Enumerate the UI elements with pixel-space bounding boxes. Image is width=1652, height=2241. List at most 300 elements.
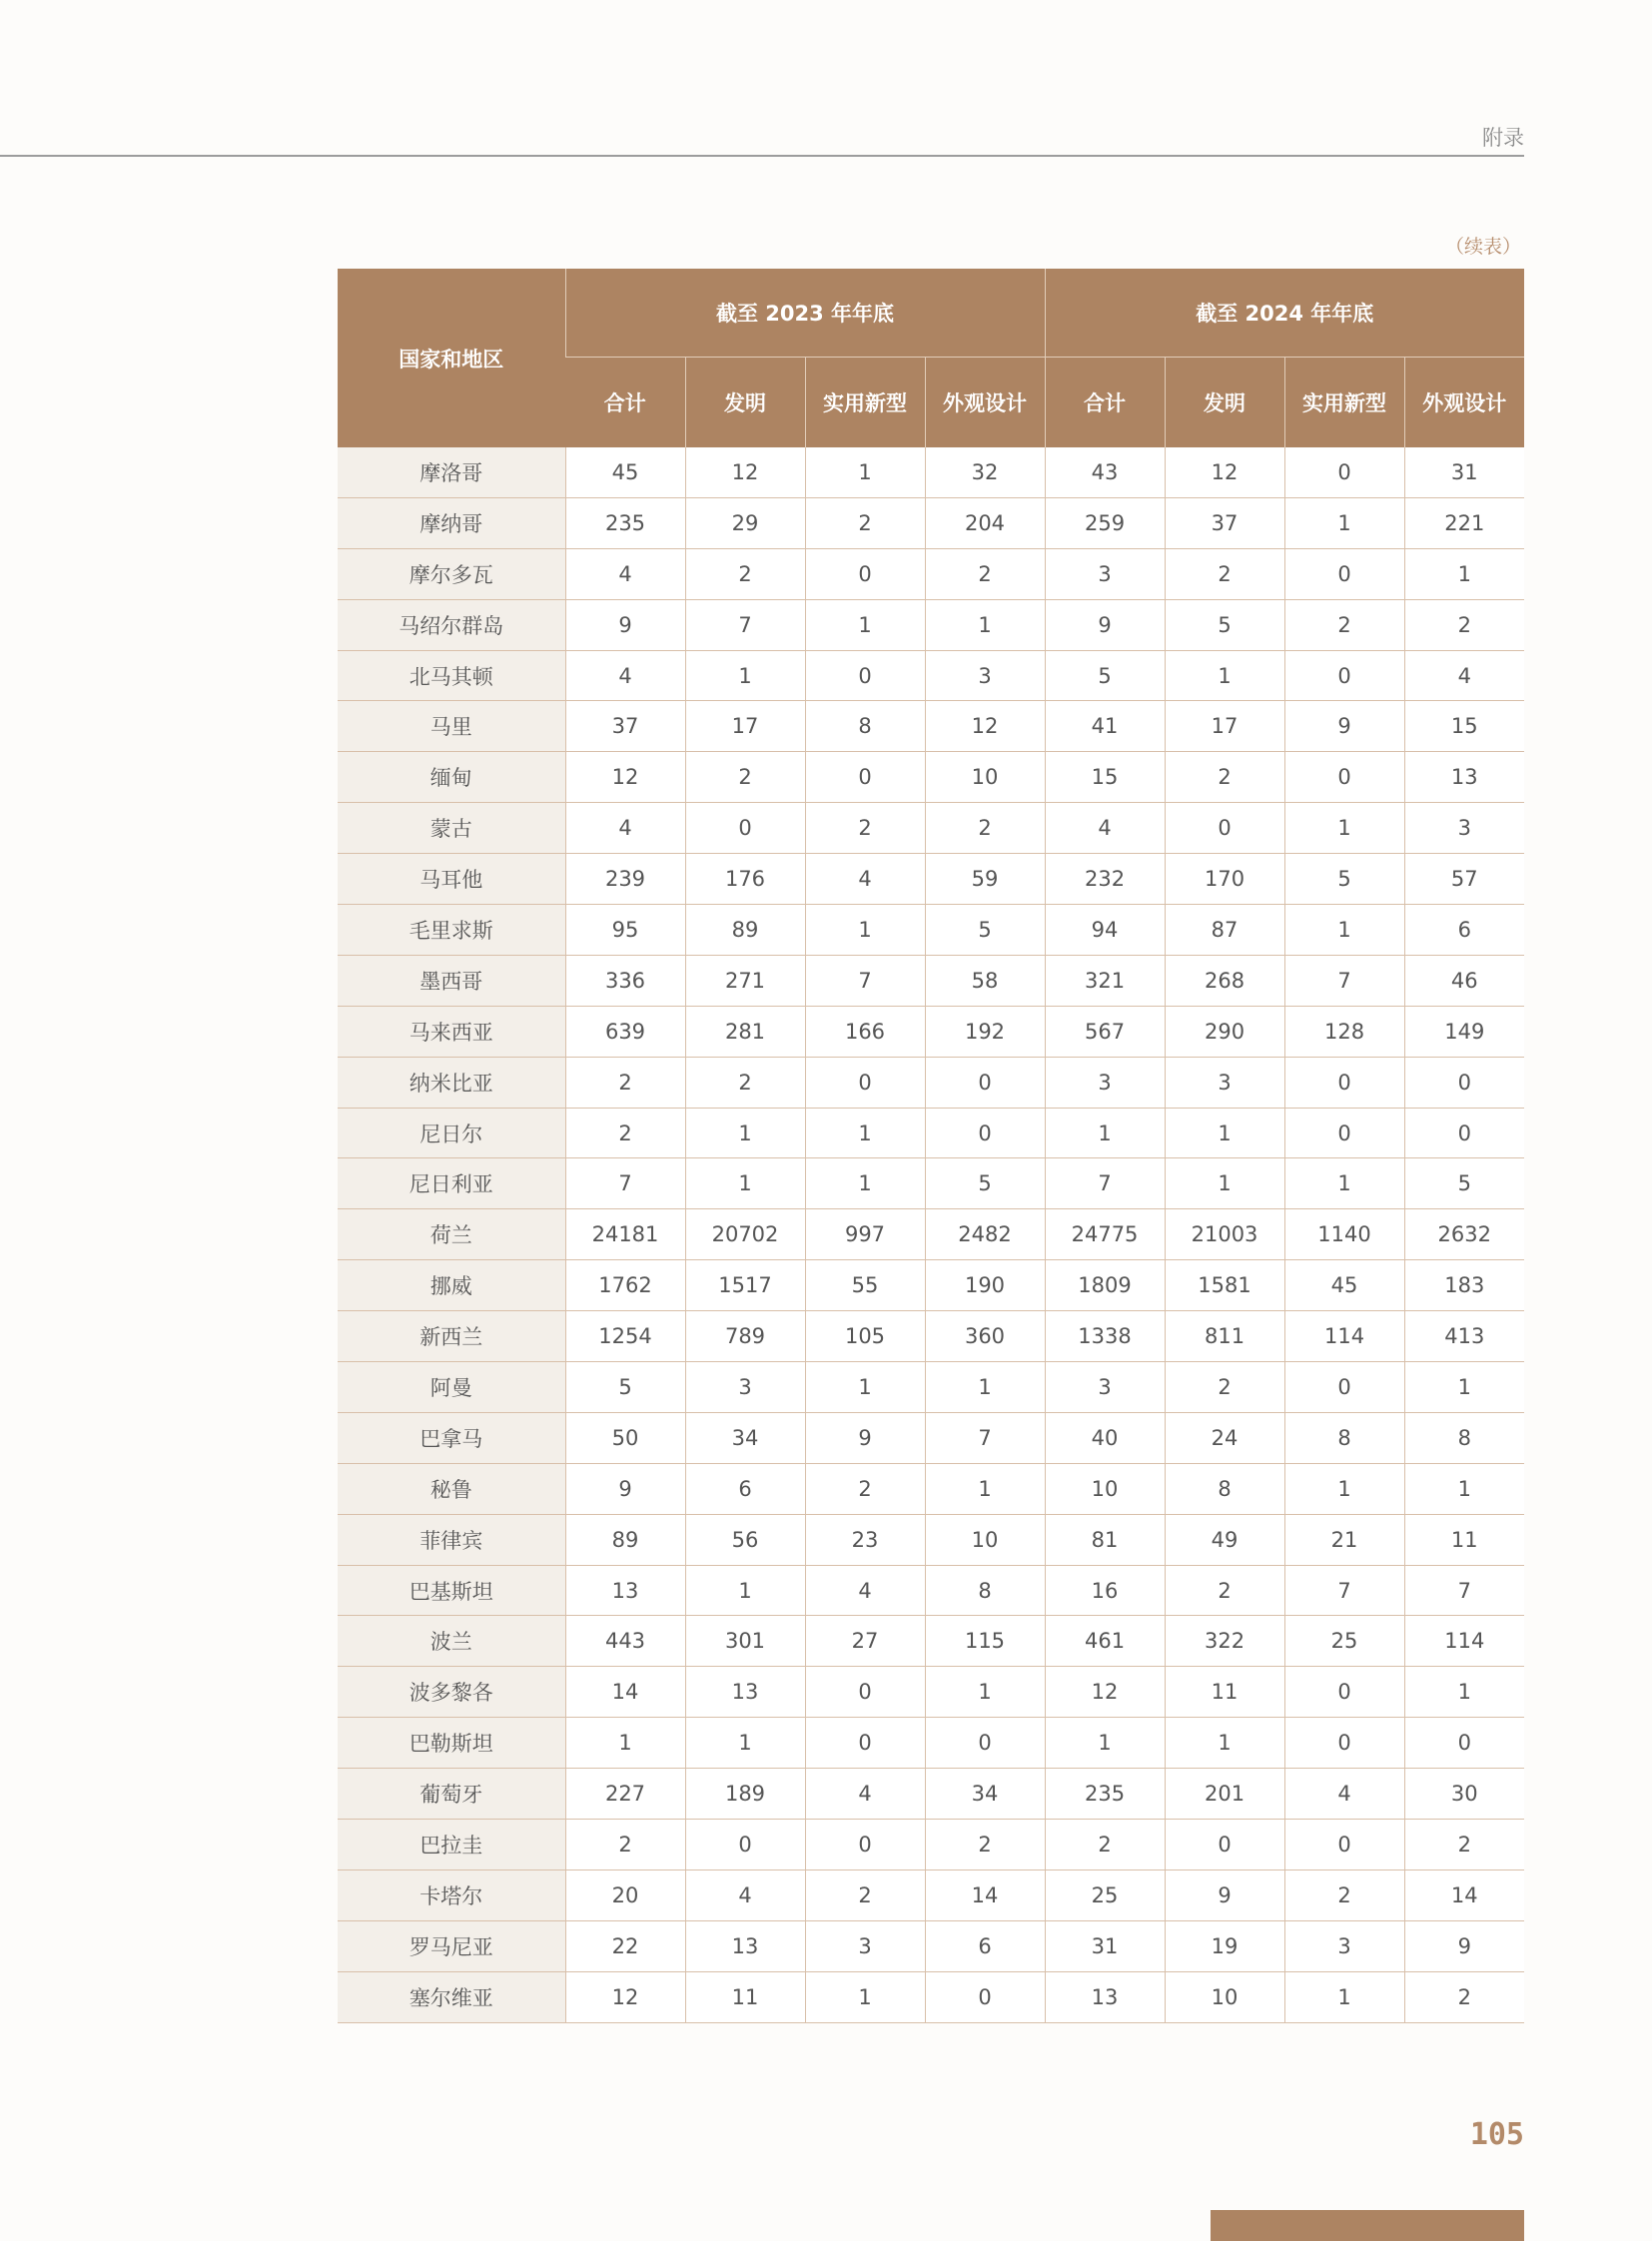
value-cell: 0 <box>1284 1667 1404 1718</box>
value-cell: 9 <box>1404 1920 1524 1971</box>
value-cell: 7 <box>805 955 925 1006</box>
value-cell: 1 <box>1045 1718 1165 1769</box>
country-name-cell: 新西兰 <box>338 1311 565 1362</box>
value-cell: 5 <box>925 905 1045 956</box>
value-cell: 1 <box>565 1718 685 1769</box>
value-cell: 189 <box>685 1769 805 1820</box>
value-cell: 2 <box>1284 599 1404 650</box>
table-row <box>338 548 1524 599</box>
value-cell: 4 <box>1045 803 1165 854</box>
page-number: 105 <box>1469 2117 1524 2152</box>
value-cell: 1 <box>925 1667 1045 1718</box>
value-cell: 4 <box>805 1565 925 1616</box>
value-cell: 57 <box>1404 854 1524 905</box>
value-cell: 259 <box>1045 497 1165 548</box>
value-cell: 13 <box>685 1667 805 1718</box>
value-cell: 30 <box>1404 1769 1524 1820</box>
value-cell: 11 <box>1404 1514 1524 1565</box>
country-name-cell: 缅甸 <box>338 752 565 803</box>
value-cell: 25 <box>1045 1869 1165 1920</box>
value-cell: 20702 <box>685 1209 805 1260</box>
value-cell: 12 <box>1165 447 1284 497</box>
value-cell: 1 <box>1165 1718 1284 1769</box>
value-cell: 7 <box>925 1412 1045 1463</box>
value-cell: 0 <box>805 1667 925 1718</box>
value-cell: 8 <box>925 1565 1045 1616</box>
country-name-cell: 墨西哥 <box>338 955 565 1006</box>
value-cell: 997 <box>805 1209 925 1260</box>
value-cell: 190 <box>925 1260 1045 1311</box>
value-cell: 5 <box>565 1362 685 1413</box>
value-cell: 1 <box>1284 803 1404 854</box>
value-cell: 87 <box>1165 905 1284 956</box>
value-cell: 0 <box>1284 1108 1404 1158</box>
table-row <box>338 1057 1524 1108</box>
value-cell: 89 <box>685 905 805 956</box>
value-cell: 1254 <box>565 1311 685 1362</box>
table-row <box>338 599 1524 650</box>
table-row <box>338 1718 1524 1769</box>
value-cell: 1581 <box>1165 1260 1284 1311</box>
value-cell: 3 <box>1045 1057 1165 1108</box>
value-cell: 12 <box>565 1971 685 2022</box>
value-cell: 2 <box>805 1463 925 1514</box>
value-cell: 45 <box>565 447 685 497</box>
value-cell: 268 <box>1165 955 1284 1006</box>
value-cell: 0 <box>685 803 805 854</box>
value-cell: 1 <box>1284 1463 1404 1514</box>
value-cell: 2 <box>805 497 925 548</box>
value-cell: 13 <box>565 1565 685 1616</box>
country-name-cell: 卡塔尔 <box>338 1869 565 1920</box>
value-cell: 321 <box>1045 955 1165 1006</box>
value-cell: 0 <box>1284 1718 1404 1769</box>
country-name-cell: 摩纳哥 <box>338 497 565 548</box>
value-cell: 0 <box>1165 803 1284 854</box>
value-cell: 114 <box>1284 1311 1404 1362</box>
value-cell: 1 <box>685 1718 805 1769</box>
value-cell: 1 <box>685 1108 805 1158</box>
value-cell: 12 <box>685 447 805 497</box>
table-row <box>338 1209 1524 1260</box>
value-cell: 31 <box>1404 447 1524 497</box>
table-row <box>338 1616 1524 1667</box>
country-name-cell: 菲律宾 <box>338 1514 565 1565</box>
value-cell: 2632 <box>1404 1209 1524 1260</box>
value-cell: 29 <box>685 497 805 548</box>
value-cell: 336 <box>565 955 685 1006</box>
value-cell: 15 <box>1404 701 1524 752</box>
value-cell: 0 <box>805 650 925 701</box>
value-cell: 2 <box>1165 1362 1284 1413</box>
value-cell: 5 <box>925 1158 1045 1209</box>
value-cell: 10 <box>925 1514 1045 1565</box>
country-name-cell: 尼日利亚 <box>338 1158 565 1209</box>
value-cell: 789 <box>685 1311 805 1362</box>
value-cell: 81 <box>1045 1514 1165 1565</box>
value-cell: 0 <box>1404 1718 1524 1769</box>
country-name-cell: 波多黎各 <box>338 1667 565 1718</box>
value-cell: 2 <box>1404 1820 1524 1870</box>
value-cell: 9 <box>1284 701 1404 752</box>
value-cell: 40 <box>1045 1412 1165 1463</box>
value-cell: 22 <box>565 1920 685 1971</box>
value-cell: 20 <box>565 1869 685 1920</box>
value-cell: 12 <box>925 701 1045 752</box>
value-cell: 7 <box>565 1158 685 1209</box>
value-cell: 227 <box>565 1769 685 1820</box>
table-row <box>338 1158 1524 1209</box>
value-cell: 1 <box>1284 497 1404 548</box>
value-cell: 2 <box>1045 1820 1165 1870</box>
value-cell: 0 <box>1165 1820 1284 1870</box>
value-cell: 183 <box>1404 1260 1524 1311</box>
table-row <box>338 1311 1524 1362</box>
value-cell: 2 <box>685 1057 805 1108</box>
value-cell: 1 <box>1165 1158 1284 1209</box>
value-cell: 2 <box>685 752 805 803</box>
value-cell: 1338 <box>1045 1311 1165 1362</box>
country-name-cell: 葡萄牙 <box>338 1769 565 1820</box>
value-cell: 128 <box>1284 1006 1404 1057</box>
value-cell: 1 <box>805 447 925 497</box>
value-cell: 6 <box>925 1920 1045 1971</box>
value-cell: 301 <box>685 1616 805 1667</box>
value-cell: 24 <box>1165 1412 1284 1463</box>
value-cell: 10 <box>1045 1463 1165 1514</box>
table-row <box>338 1971 1524 2022</box>
table-row <box>338 701 1524 752</box>
value-cell: 7 <box>1284 955 1404 1006</box>
value-cell: 2 <box>565 1057 685 1108</box>
value-cell: 1 <box>685 1565 805 1616</box>
value-cell: 0 <box>1284 752 1404 803</box>
value-cell: 1 <box>1165 1108 1284 1158</box>
value-cell: 290 <box>1165 1006 1284 1057</box>
value-cell: 1 <box>925 599 1045 650</box>
value-cell: 3 <box>1045 1362 1165 1413</box>
value-cell: 0 <box>805 1718 925 1769</box>
value-cell: 13 <box>1404 752 1524 803</box>
value-cell: 8 <box>805 701 925 752</box>
value-cell: 1 <box>1165 650 1284 701</box>
value-cell: 0 <box>1284 650 1404 701</box>
table-row <box>338 1769 1524 1820</box>
value-cell: 232 <box>1045 854 1165 905</box>
value-cell: 2 <box>925 1820 1045 1870</box>
value-cell: 24181 <box>565 1209 685 1260</box>
value-cell: 0 <box>925 1971 1045 2022</box>
country-name-cell: 马里 <box>338 701 565 752</box>
country-name-cell: 罗马尼亚 <box>338 1920 565 1971</box>
table-row <box>338 1412 1524 1463</box>
value-cell: 0 <box>805 1057 925 1108</box>
country-name-cell: 蒙古 <box>338 803 565 854</box>
value-cell: 46 <box>1404 955 1524 1006</box>
value-cell: 14 <box>925 1869 1045 1920</box>
value-cell: 105 <box>805 1311 925 1362</box>
value-cell: 201 <box>1165 1769 1284 1820</box>
table-row <box>338 1514 1524 1565</box>
value-cell: 59 <box>925 854 1045 905</box>
column-header: 合计 <box>565 358 685 448</box>
value-cell: 5 <box>1284 854 1404 905</box>
value-cell: 4 <box>685 1869 805 1920</box>
value-cell: 24775 <box>1045 1209 1165 1260</box>
value-cell: 1 <box>1404 548 1524 599</box>
country-name-cell: 纳米比亚 <box>338 1057 565 1108</box>
value-cell: 23 <box>805 1514 925 1565</box>
table-row <box>338 1463 1524 1514</box>
country-name-cell: 马来西亚 <box>338 1006 565 1057</box>
country-name-cell: 巴拉圭 <box>338 1820 565 1870</box>
value-cell: 4 <box>1284 1769 1404 1820</box>
value-cell: 1 <box>805 1971 925 2022</box>
country-name-cell: 秘鲁 <box>338 1463 565 1514</box>
value-cell: 192 <box>925 1006 1045 1057</box>
value-cell: 281 <box>685 1006 805 1057</box>
table-row <box>338 447 1524 497</box>
value-cell: 235 <box>1045 1769 1165 1820</box>
table-row <box>338 1108 1524 1158</box>
value-cell: 13 <box>1045 1971 1165 2022</box>
value-cell: 2 <box>1165 752 1284 803</box>
value-cell: 14 <box>565 1667 685 1718</box>
value-cell: 32 <box>925 447 1045 497</box>
country-name-cell: 摩洛哥 <box>338 447 565 497</box>
country-name-cell: 塞尔维亚 <box>338 1971 565 2022</box>
value-cell: 149 <box>1404 1006 1524 1057</box>
country-name-cell: 荷兰 <box>338 1209 565 1260</box>
value-cell: 2 <box>925 803 1045 854</box>
value-cell: 1 <box>1284 1971 1404 2022</box>
value-cell: 461 <box>1045 1616 1165 1667</box>
value-cell: 0 <box>1404 1108 1524 1158</box>
value-cell: 31 <box>1045 1920 1165 1971</box>
value-cell: 4 <box>805 854 925 905</box>
table-row <box>338 752 1524 803</box>
value-cell: 235 <box>565 497 685 548</box>
country-name-cell: 挪威 <box>338 1260 565 1311</box>
value-cell: 4 <box>565 548 685 599</box>
value-cell: 7 <box>1284 1565 1404 1616</box>
value-cell: 41 <box>1045 701 1165 752</box>
value-cell: 17 <box>685 701 805 752</box>
table-body <box>338 447 1524 2022</box>
value-cell: 166 <box>805 1006 925 1057</box>
value-cell: 360 <box>925 1311 1045 1362</box>
value-cell: 204 <box>925 497 1045 548</box>
value-cell: 34 <box>925 1769 1045 1820</box>
table-row <box>338 905 1524 956</box>
value-cell: 0 <box>805 752 925 803</box>
column-header: 合计 <box>1045 358 1165 448</box>
value-cell: 1 <box>925 1362 1045 1413</box>
value-cell: 27 <box>805 1616 925 1667</box>
value-cell: 0 <box>805 548 925 599</box>
value-cell: 12 <box>1045 1667 1165 1718</box>
country-name-cell: 阿曼 <box>338 1362 565 1413</box>
table-row <box>338 1667 1524 1718</box>
value-cell: 12 <box>565 752 685 803</box>
value-cell: 0 <box>685 1820 805 1870</box>
value-cell: 114 <box>1404 1616 1524 1667</box>
value-cell: 49 <box>1165 1514 1284 1565</box>
value-cell: 1 <box>805 599 925 650</box>
value-cell: 9 <box>805 1412 925 1463</box>
table-row <box>338 803 1524 854</box>
table-row <box>338 1820 1524 1870</box>
country-name-cell: 巴勒斯坦 <box>338 1718 565 1769</box>
value-cell: 55 <box>805 1260 925 1311</box>
value-cell: 37 <box>565 701 685 752</box>
value-cell: 1 <box>805 1158 925 1209</box>
value-cell: 0 <box>925 1057 1045 1108</box>
header-divider <box>0 155 1524 157</box>
value-cell: 443 <box>565 1616 685 1667</box>
value-cell: 1 <box>805 905 925 956</box>
value-cell: 19 <box>1165 1920 1284 1971</box>
value-cell: 2 <box>1404 1971 1524 2022</box>
value-cell: 45 <box>1284 1260 1404 1311</box>
country-name-cell: 波兰 <box>338 1616 565 1667</box>
value-cell: 8 <box>1404 1412 1524 1463</box>
value-cell: 8 <box>1165 1463 1284 1514</box>
value-cell: 1140 <box>1284 1209 1404 1260</box>
value-cell: 94 <box>1045 905 1165 956</box>
value-cell: 10 <box>1165 1971 1284 2022</box>
value-cell: 1809 <box>1045 1260 1165 1311</box>
value-cell: 9 <box>1045 599 1165 650</box>
value-cell: 0 <box>925 1718 1045 1769</box>
group-header-2024: 截至 2024 年年底 <box>1045 269 1524 358</box>
value-cell: 3 <box>1165 1057 1284 1108</box>
value-cell: 11 <box>1165 1667 1284 1718</box>
value-cell: 5 <box>1045 650 1165 701</box>
value-cell: 21003 <box>1165 1209 1284 1260</box>
value-cell: 1 <box>685 1158 805 1209</box>
value-cell: 1 <box>1404 1362 1524 1413</box>
column-header: 发明 <box>1165 358 1284 448</box>
column-header: 外观设计 <box>1404 358 1524 448</box>
value-cell: 0 <box>925 1108 1045 1158</box>
value-cell: 0 <box>1284 1820 1404 1870</box>
country-name-cell: 巴基斯坦 <box>338 1565 565 1616</box>
value-cell: 17 <box>1165 701 1284 752</box>
value-cell: 221 <box>1404 497 1524 548</box>
value-cell: 3 <box>1045 548 1165 599</box>
value-cell: 2 <box>565 1108 685 1158</box>
value-cell: 2 <box>1404 599 1524 650</box>
table-row <box>338 1260 1524 1311</box>
value-cell: 1 <box>1045 1108 1165 1158</box>
country-name-cell: 马绍尔群岛 <box>338 599 565 650</box>
column-header: 实用新型 <box>805 358 925 448</box>
value-cell: 21 <box>1284 1514 1404 1565</box>
value-cell: 16 <box>1045 1565 1165 1616</box>
value-cell: 1 <box>1284 905 1404 956</box>
value-cell: 11 <box>685 1971 805 2022</box>
value-cell: 13 <box>685 1920 805 1971</box>
patent-table <box>338 269 1524 2023</box>
value-cell: 56 <box>685 1514 805 1565</box>
value-cell: 1 <box>925 1463 1045 1514</box>
value-cell: 9 <box>565 1463 685 1514</box>
value-cell: 1517 <box>685 1260 805 1311</box>
value-cell: 2 <box>805 1869 925 1920</box>
value-cell: 811 <box>1165 1311 1284 1362</box>
table-row <box>338 497 1524 548</box>
value-cell: 2482 <box>925 1209 1045 1260</box>
value-cell: 10 <box>925 752 1045 803</box>
table-row <box>338 1565 1524 1616</box>
value-cell: 2 <box>1165 548 1284 599</box>
table-row <box>338 854 1524 905</box>
value-cell: 8 <box>1284 1412 1404 1463</box>
value-cell: 15 <box>1045 752 1165 803</box>
value-cell: 6 <box>1404 905 1524 956</box>
value-cell: 95 <box>565 905 685 956</box>
table-row <box>338 650 1524 701</box>
value-cell: 3 <box>685 1362 805 1413</box>
value-cell: 322 <box>1165 1616 1284 1667</box>
value-cell: 5 <box>1404 1158 1524 1209</box>
value-cell: 6 <box>685 1463 805 1514</box>
column-header: 实用新型 <box>1284 358 1404 448</box>
value-cell: 2 <box>805 803 925 854</box>
section-label: 附录 <box>1482 126 1524 150</box>
value-cell: 5 <box>1165 599 1284 650</box>
footer-bar <box>1211 2210 1524 2241</box>
value-cell: 7 <box>1045 1158 1165 1209</box>
value-cell: 4 <box>565 803 685 854</box>
value-cell: 25 <box>1284 1616 1404 1667</box>
value-cell: 413 <box>1404 1311 1524 1362</box>
country-name-cell: 尼日尔 <box>338 1108 565 1158</box>
value-cell: 0 <box>1284 1362 1404 1413</box>
value-cell: 9 <box>565 599 685 650</box>
value-cell: 2 <box>685 548 805 599</box>
column-header: 发明 <box>685 358 805 448</box>
value-cell: 2 <box>565 1820 685 1870</box>
value-cell: 2 <box>925 548 1045 599</box>
value-cell: 1 <box>1404 1667 1524 1718</box>
value-cell: 3 <box>805 1920 925 1971</box>
value-cell: 1762 <box>565 1260 685 1311</box>
value-cell: 0 <box>1404 1057 1524 1108</box>
value-cell: 567 <box>1045 1006 1165 1057</box>
value-cell: 0 <box>1284 447 1404 497</box>
value-cell: 271 <box>685 955 805 1006</box>
value-cell: 4 <box>805 1769 925 1820</box>
value-cell: 2 <box>1165 1565 1284 1616</box>
value-cell: 7 <box>685 599 805 650</box>
country-name-cell: 摩尔多瓦 <box>338 548 565 599</box>
table-row <box>338 1920 1524 1971</box>
value-cell: 176 <box>685 854 805 905</box>
value-cell: 4 <box>565 650 685 701</box>
table-row <box>338 1362 1524 1413</box>
continuation-note: （续表） <box>1444 236 1521 258</box>
value-cell: 7 <box>1404 1565 1524 1616</box>
value-cell: 639 <box>565 1006 685 1057</box>
table-row <box>338 1869 1524 1920</box>
group-header-2023: 截至 2023 年年底 <box>565 269 1045 358</box>
value-cell: 14 <box>1404 1869 1524 1920</box>
country-name-cell: 毛里求斯 <box>338 905 565 956</box>
value-cell: 170 <box>1165 854 1284 905</box>
country-name-cell: 巴拿马 <box>338 1412 565 1463</box>
